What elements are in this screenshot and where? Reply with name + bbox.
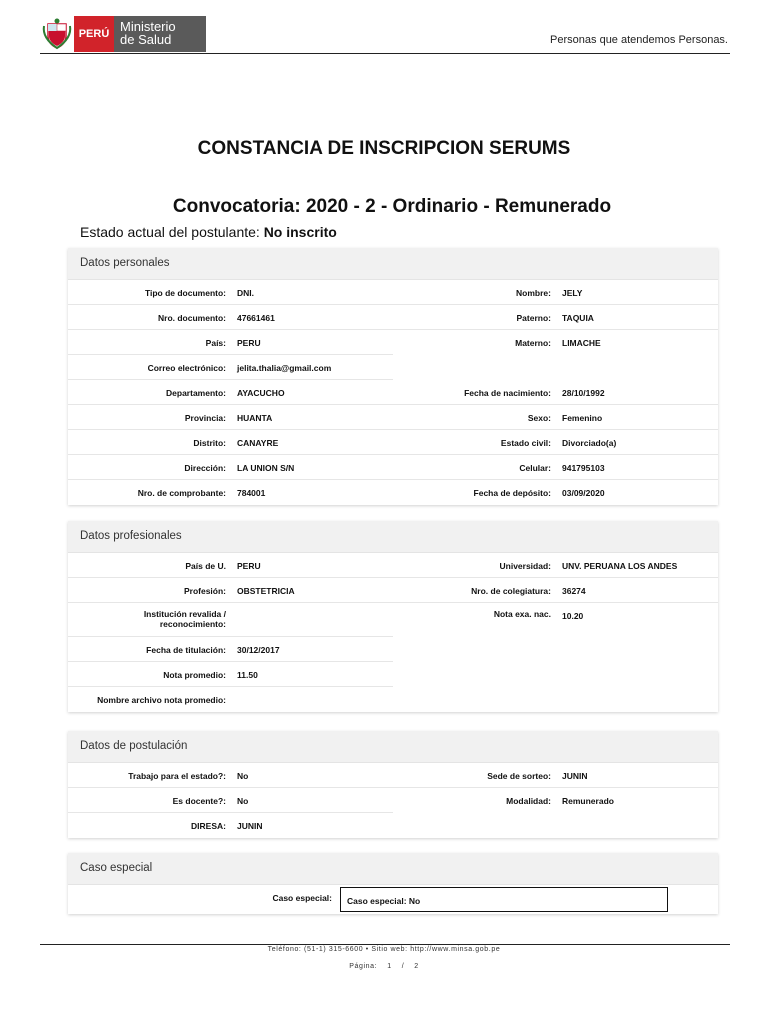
field-label: Profesión: (183, 586, 226, 596)
panel-datos-postulacion (68, 731, 718, 838)
table-row (68, 430, 718, 455)
field-value: DNI. (237, 288, 254, 298)
caso-especial-value-box: Caso especial: No (340, 887, 668, 912)
field-value: 47661461 (237, 313, 275, 323)
field-label: Nota promedio: (163, 670, 226, 680)
table-row (68, 405, 718, 430)
table-row (68, 788, 718, 813)
status-value: No inscrito (263, 224, 337, 240)
panel-heading: Caso especial (68, 853, 718, 885)
field-label: DIRESA: (191, 821, 226, 831)
field-value: JELY (562, 288, 583, 298)
field-label: Modalidad: (506, 796, 551, 806)
field-value: 941795103 (562, 463, 605, 473)
field-label: Nro. documento: (158, 313, 226, 323)
footer-divider (40, 944, 730, 945)
field-value: Femenino (562, 413, 603, 423)
field-value: CANAYRE (237, 438, 279, 448)
document-title: CONSTANCIA DE INSCRIPCION SERUMS (197, 138, 571, 159)
page-header (40, 14, 730, 54)
field-value: 30/12/2017 (237, 645, 280, 655)
field-value: PERU (237, 338, 261, 348)
minsa-logo (40, 16, 206, 52)
field-value: AYACUCHO (237, 388, 285, 398)
field-label: Nro. de colegiatura: (471, 586, 551, 596)
logo-peru-text: PERÚ (74, 16, 114, 52)
field-value: 36274 (562, 586, 586, 596)
table-row (68, 330, 718, 355)
peru-coat-of-arms-icon (40, 16, 74, 52)
logo-line-2: de Salud (120, 32, 172, 47)
field-value: No (237, 771, 249, 781)
logo-line-1: Ministerio (120, 19, 176, 34)
table-row (68, 885, 718, 914)
field-label: Universidad: (499, 561, 551, 571)
panel-heading: Datos de postulación (68, 731, 718, 763)
field-value: 03/09/2020 (562, 488, 605, 498)
table-row (68, 355, 718, 380)
field-value: Divorciado(a) (562, 438, 617, 448)
panel-caso-especial (68, 853, 718, 914)
panel-heading: Datos personales (68, 248, 718, 280)
field-label: Celular: (519, 463, 551, 473)
field-label: Departamento: (166, 388, 226, 398)
applicant-status (80, 224, 337, 240)
header-tagline: Personas que atendemos Personas. (550, 34, 728, 46)
table-row (68, 813, 718, 838)
field-label: Sede de sorteo: (487, 771, 551, 781)
table-row (68, 380, 718, 405)
status-label: Estado actual del postulante: (80, 224, 260, 240)
field-value: HUANTA (237, 413, 273, 423)
field-label: Fecha de titulación: (146, 645, 226, 655)
table-row (68, 553, 718, 578)
field-value: JUNIN (562, 771, 588, 781)
field-label: Institución revalida / reconocimiento: (143, 609, 226, 629)
field-label: Provincia: (184, 413, 226, 423)
table-row (68, 305, 718, 330)
table-row (68, 280, 718, 305)
field-label: Correo electrónico: (147, 363, 226, 373)
field-label: Paterno: (516, 313, 551, 323)
field-label: País de U. (185, 561, 226, 571)
field-label: Tipo de documento: (144, 288, 226, 298)
field-label: Trabajo para el estado?: (128, 771, 226, 781)
field-label: Nombre archivo nota promedio: (97, 695, 226, 705)
field-value: 10.20 (562, 611, 584, 621)
panel-datos-personales (68, 248, 718, 505)
logo-ministry-text (114, 16, 206, 52)
field-label: Distrito: (193, 438, 226, 448)
page-current: 1 (387, 963, 392, 970)
field-label: Estado civil: (500, 438, 551, 448)
field-label: Fecha de nacimiento: (464, 388, 551, 398)
page-total: 2 (414, 963, 419, 970)
field-value: LIMACHE (562, 338, 601, 348)
footer-contact: Teléfono: (51-1) 315-6600 • Sitio web: http://www.minsa.gob.pe (267, 946, 501, 953)
field-label: Nro. de comprobante: (137, 488, 226, 498)
field-label: Materno: (515, 338, 551, 348)
panel-datos-profesionales (68, 521, 718, 712)
caso-especial-label: Caso especial: (272, 893, 332, 903)
field-label: Sexo: (527, 413, 551, 423)
field-label: País: (205, 338, 226, 348)
table-row (68, 480, 718, 505)
field-label: Nombre: (516, 288, 551, 298)
table-row (68, 578, 718, 603)
table-row (68, 603, 718, 637)
table-row (68, 763, 718, 788)
page-number (0, 963, 768, 970)
field-label: Dirección: (184, 463, 226, 473)
field-value: TAQUIA (562, 313, 594, 323)
field-label: Es docente?: (172, 796, 226, 806)
table-row (68, 637, 718, 662)
page-separator: / (401, 963, 405, 970)
panel-heading: Datos profesionales (68, 521, 718, 553)
field-value: jelita.thalia@gmail.com (237, 363, 332, 373)
field-value: LA UNION S/N (237, 463, 295, 473)
convocatoria-subtitle: Convocatoria: 2020 - 2 - Ordinario - Remunerado (172, 196, 612, 217)
table-row (68, 455, 718, 480)
field-value: 784001 (237, 488, 266, 498)
field-value: Remunerado (562, 796, 614, 806)
field-value: 11.50 (237, 670, 258, 680)
field-value: No (237, 796, 249, 806)
field-label: Fecha de depósito: (473, 488, 551, 498)
field-value: UNV. PERUANA LOS ANDES (562, 561, 678, 571)
field-value: JUNIN (237, 821, 263, 831)
field-value: 28/10/1992 (562, 388, 605, 398)
field-label: Nota exa. nac. (493, 609, 551, 619)
table-row (68, 687, 718, 712)
field-value: PERU (237, 561, 261, 571)
page-label: Página: (349, 963, 378, 970)
field-value: OBSTETRICIA (237, 586, 295, 596)
table-row (68, 662, 718, 687)
